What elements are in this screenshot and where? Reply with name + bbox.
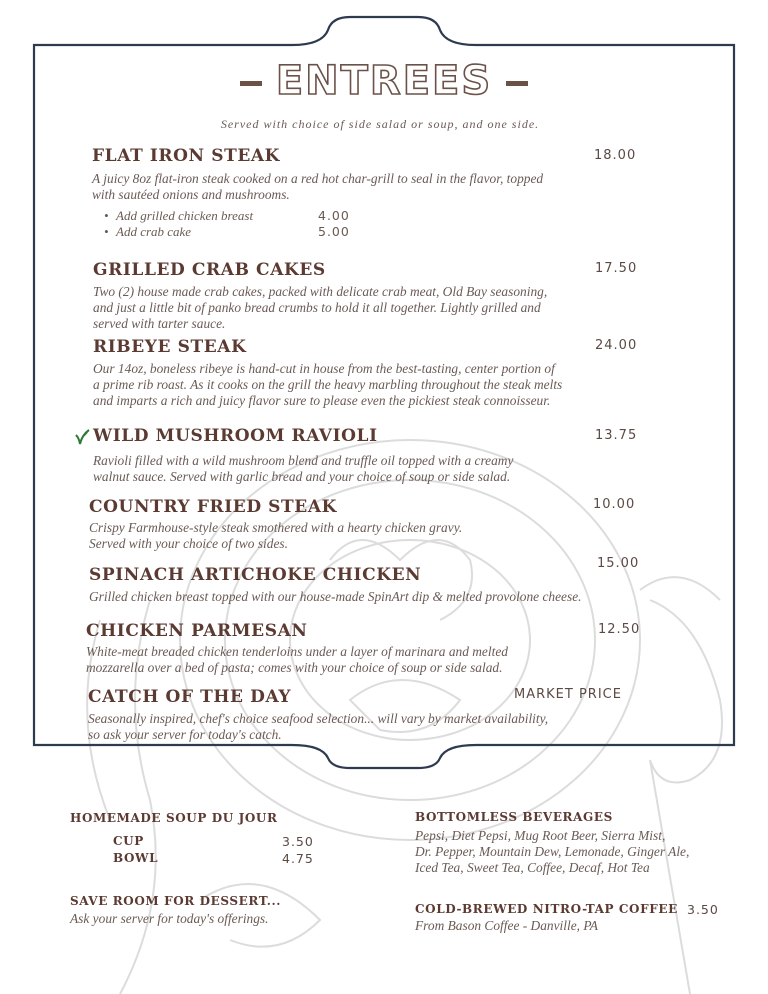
title-dash-left xyxy=(240,81,262,86)
item-name: SPINACH ARTICHOKE CHICKEN xyxy=(89,565,422,585)
coffee-heading: COLD-BREWED NITRO-TAP COFFEE xyxy=(415,902,678,916)
item-name: WILD MUSHROOM RAVIOLI xyxy=(93,426,378,446)
soup-bowl-label: BOWL xyxy=(113,851,159,865)
item-name: CATCH OF THE DAY xyxy=(88,687,292,707)
item-price: 17.50 xyxy=(595,261,638,276)
item-price: 10.00 xyxy=(593,497,636,512)
item-description: Crispy Farmhouse-style steak smothered with a hearty chicken gravy. Served with your choice of two sides. xyxy=(89,520,463,551)
section-subtitle: Served with choice of side salad or soup, and one side. xyxy=(220,117,540,131)
leaf-icon xyxy=(74,429,90,445)
item-description: Seasonally inspired, chef's choice seafood selection... will vary by market availability, so ask your server for today's catch. xyxy=(88,711,549,742)
soup-bowl-price: 4.75 xyxy=(282,851,314,866)
item-price: 18.00 xyxy=(594,148,637,163)
item-description: Our 14oz, boneless ribeye is hand-cut in house from the best-tasting, center portion of a prime rib roast. As it cooks on the grill the heavy marbling throughout the steak melts and imparts a rich and juicy flavor sure to please even the pickiest steak connoisseur. xyxy=(93,361,563,408)
beverages-heading: BOTTOMLESS BEVERAGES xyxy=(415,810,613,824)
coffee-price: 3.50 xyxy=(687,902,719,917)
item-name: FLAT IRON STEAK xyxy=(92,146,281,166)
item-description: Grilled chicken breast topped with our house-made SpinArt dip & melted provolone cheese. xyxy=(89,589,582,604)
item-price: MARKET PRICE xyxy=(514,687,622,702)
section-title: ENTREES xyxy=(0,58,768,104)
item-description: A juicy 8oz flat-iron steak cooked on a red hot char-grill to seal in the flavor, topped with sautéed onions and mushrooms. xyxy=(92,171,544,202)
item-description: White-meat breaded chicken tenderloins under a layer of marinara and melted mozzarella over a bed of pasta; comes with your choice of soup or side salad. xyxy=(86,644,508,675)
item-description: Two (2) house made crab cakes, packed with delicate crab meat, Old Bay seasoning, and just a little bit of panko bread crumbs to hold it all together. Lightly grilled and served with tarter sauce. xyxy=(93,284,548,331)
item-price: 13.75 xyxy=(595,428,638,443)
soup-cup-label: CUP xyxy=(113,834,144,848)
item-price: 15.00 xyxy=(597,556,640,571)
item-name: COUNTRY FRIED STEAK xyxy=(89,497,338,517)
dessert-text: Ask your server for today's offerings. xyxy=(70,911,269,926)
beverages-list: Pepsi, Diet Pepsi, Mug Root Beer, Sierra Mist, Dr. Pepper, Mountain Dew, Lemonade, Ginger Ale, Iced Tea, Sweet Tea, Coffee, Decaf, Hot Tea xyxy=(415,828,690,875)
soup-heading: HOMEMADE SOUP DU JOUR xyxy=(70,811,278,825)
item-name: CHICKEN PARMESAN xyxy=(86,621,308,641)
soup-cup-price: 3.50 xyxy=(282,834,314,849)
item-price: 24.00 xyxy=(595,338,638,353)
coffee-text: From Bason Coffee - Danville, PA xyxy=(415,918,598,933)
item-name: RIBEYE STEAK xyxy=(93,337,247,357)
item-name: GRILLED CRAB CAKES xyxy=(93,260,326,280)
dessert-heading: SAVE ROOM FOR DESSERT... xyxy=(70,894,282,908)
item-description: Ravioli filled with a wild mushroom blend and truffle oil topped with a creamy walnut sauce. Served with garlic bread and your choice of soup or side salad. xyxy=(93,453,514,484)
item-price: 12.50 xyxy=(598,622,641,637)
title-dash-right xyxy=(506,81,528,86)
